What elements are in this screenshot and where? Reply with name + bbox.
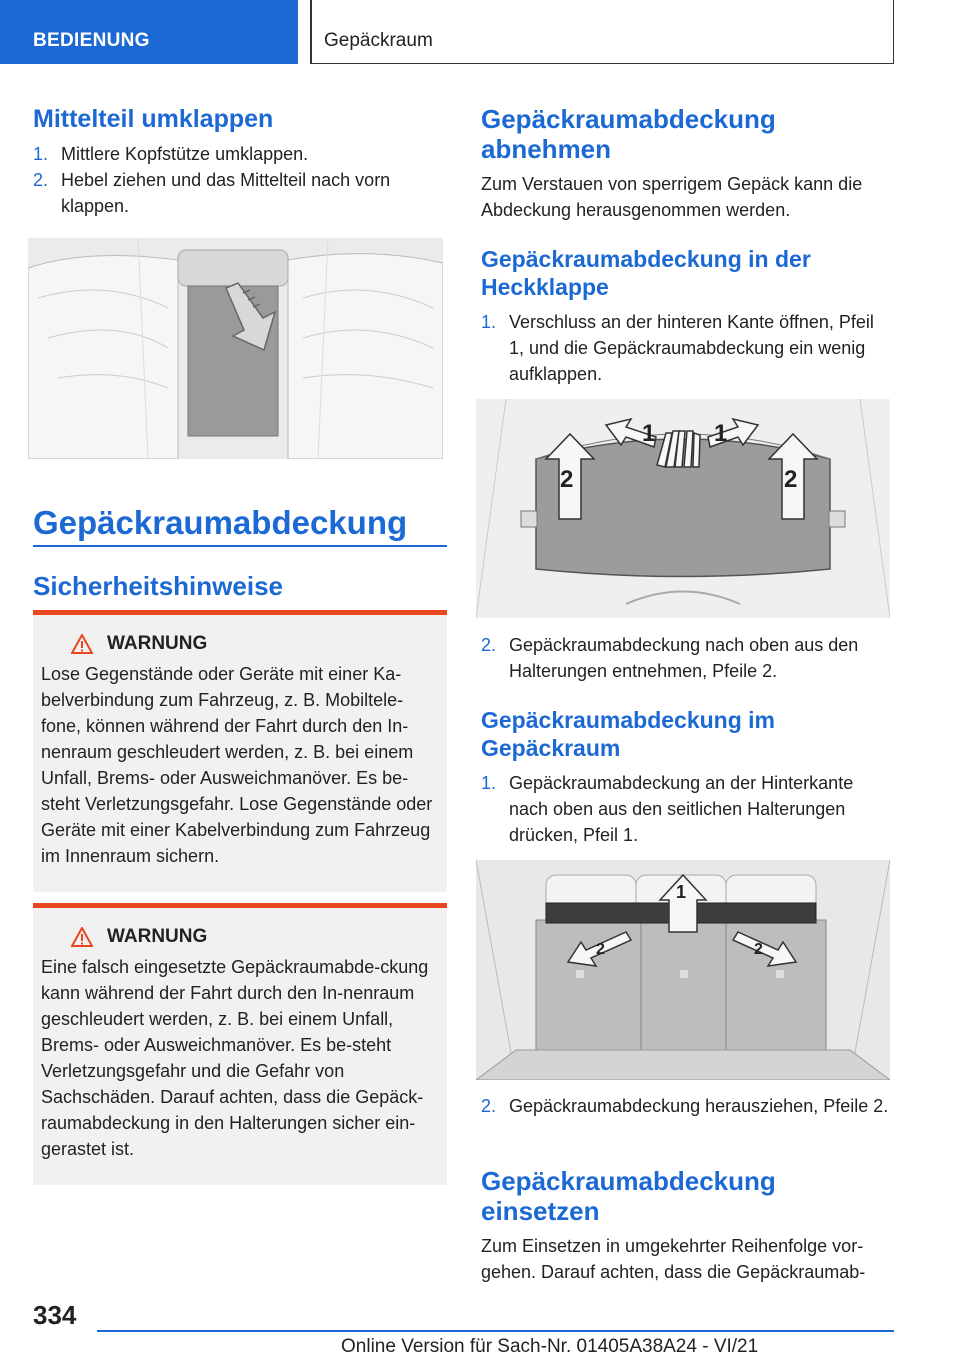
warning-box-2 [33, 903, 447, 1185]
step-number: 1. [481, 312, 497, 332]
footer-note: Online Version für Sach-Nr. 01405A38A24 - VI/21 [341, 1336, 759, 1357]
list-item [481, 632, 893, 684]
footer-rule [97, 1330, 894, 1332]
warning-title-text: WARNUNG [107, 633, 208, 654]
warning-text: Lose Gegenstände oder Geräte mit einer Ka-belverbindung zum Fahrzeug, z. B. Mobiltele-fone, können während der Fahrt durch den In-nenraum geschleudert werden, z. B. bei einem Unfall, Brems- oder Ausweichmanöver. Es be-steht Verletzungsgefahr. Lose Gegenstände oder Geräte mit einer Kabelverbindung zum Fahrzeug im Innenraum sichern. [41, 664, 433, 866]
step-number: 1. [481, 773, 497, 793]
page-number: 334 [33, 1300, 77, 1330]
step-number: 1. [33, 144, 49, 164]
step-text: Gepäckraumabdeckung herausziehen, Pfeile 2. [509, 1096, 889, 1116]
step-text: Verschluss an der hinteren Kante öffnen, Pfeil 1, und die Gepäckraumabdeckung ein wenig aufklappen. [509, 312, 874, 384]
figure-label-1: 1 [676, 882, 687, 902]
step-number: 2. [33, 170, 49, 190]
list-item [33, 167, 447, 219]
figure-label-2: 2 [560, 466, 574, 493]
warning-title [71, 633, 433, 655]
safety-heading: Sicherheitshinweise [33, 571, 283, 601]
list-item [481, 1093, 893, 1119]
heading-einsetzen: Gepäckraumabdeckung einsetzen [481, 1166, 776, 1226]
trunk-cover-illustration [476, 860, 890, 1080]
warning-title-text: WARNUNG [107, 926, 208, 947]
step-number: 2. [481, 1096, 497, 1116]
warning-title [71, 926, 433, 948]
chapter-title: Gepäckraum [312, 0, 894, 64]
section-tab: BEDIENUNG [0, 0, 298, 64]
figure-label-1: 1 [642, 420, 656, 447]
tailgate-cover-illustration [476, 399, 890, 618]
list-item [33, 141, 447, 167]
list-item [481, 309, 893, 387]
warning-box-1 [33, 610, 447, 892]
einsetzen-text: Zum Einsetzen in umgekehrter Reihenfolge vor-gehen. Darauf achten, dass die Gepäckraumab- [481, 1236, 866, 1282]
figure-label-2: 2 [784, 466, 798, 493]
heading-rule [33, 545, 447, 547]
warning-text: Eine falsch eingesetzte Gepäckraumabde-ckung kann während der Fahrt durch den In-nenraum geschleudert werden, z. B. bei einem Unfall, Brems- oder Ausweichmanöver. Es be-steht Verletzungsgefahr und die Gefahr von Sachschäden. Darauf achten, dass die Gepäck-raumabdeckung in den Halterungen sicher ein-gerastet ist. [41, 957, 429, 1159]
step-text: Gepäckraumabdeckung an der Hinterkante nach oben aus den seitlichen Halterungen drücken, Pfeil 1. [509, 773, 854, 845]
warning-triangle-icon [71, 634, 93, 654]
step-text: Gepäckraumabdeckung nach oben aus den Halterungen entnehmen, Pfeile 2. [509, 635, 859, 681]
main-heading: Gepäckraumabdeckung [33, 504, 408, 541]
list-item [481, 770, 893, 848]
figure-label-2: 2 [754, 941, 763, 958]
figure-label-1: 1 [714, 420, 728, 447]
abnehmen-text: Zum Verstauen von sperrigem Gepäck kann die Abdeckung herausgenommen werden. [481, 174, 863, 220]
heading-im-gepaeckraum: Gepäckraumabdeckung im Gepäckraum [481, 707, 775, 761]
heading-abnehmen: Gepäckraumabdeckung abnehmen [481, 104, 776, 164]
step-text: Mittlere Kopfstütze umklappen. [61, 144, 309, 164]
heading-mittelteil: Mittelteil umklappen [33, 105, 274, 133]
warning-triangle-icon [71, 927, 93, 947]
step-text: Hebel ziehen und das Mittelteil nach vorn klappen. [61, 170, 391, 216]
rear-seat-illustration [28, 238, 443, 459]
step-number: 2. [481, 635, 497, 655]
heading-heckklappe: Gepäckraumabdeckung in der Heckklappe [481, 246, 811, 300]
figure-label-2: 2 [596, 941, 605, 958]
